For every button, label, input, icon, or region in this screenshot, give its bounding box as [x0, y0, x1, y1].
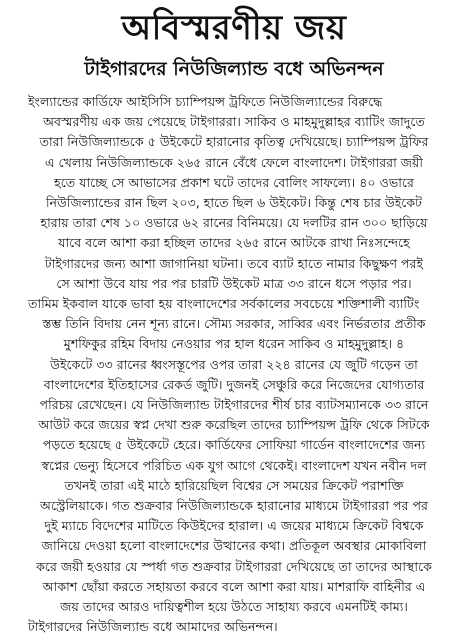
- subheadline: টাইগারদের নিউজিল্যান্ড বধে অভিনন্দন: [84, 58, 384, 80]
- headline: অবিস্মরণীয় জয়: [121, 8, 347, 48]
- body-line: করে জয়ী হওয়ার যে স্পর্ধা গত শুক্রবার টাইগাররা দেখিয়েছে তা তাদের আস্থাকে: [36, 558, 432, 574]
- body-line: আউট করে জয়ের স্বপ্ন দেখা শুরু করেছিল তাদের চ্যাম্পিয়ন্স ট্রফি থেকে সিটকে: [38, 417, 430, 433]
- body-line: পড়তে হয়েছে ৫ উইকেটে হেরে। কার্ডিফের সোফিয়া গার্ডেন বাংলাদেশের জন্য: [42, 437, 426, 453]
- body-line: তামিম ইকবাল যাকে ভাবা হয় বাংলাদেশের সর্বকালের সবচেয়ে শক্তিশালী ব্যাটিং: [28, 296, 420, 312]
- body-line: নিউজিল্যান্ডের রান ছিল ২০৩, হাতে ছিল ৬ উইকেট। কিন্তু শেষ চার উইকেট: [45, 195, 423, 211]
- body-line: সে আশা উবে যায় পর পর চারটি উইকেট মাত্র ৩৩ রানে ধসে পড়ার পর।: [56, 275, 412, 291]
- body-line: তারা নিউজিল্যান্ডকে ৫ উইকেটে হারানোর কৃতিত্ব দেখিয়েছে। চ্যাম্পিয়ন্স ট্রফির: [39, 134, 429, 150]
- body-line: হারায় তারা শেষ ১০ ওভারে ৬২ রানের বিনিময়ে। যে দলটির রান ৩০০ ছাড়িয়ে: [40, 215, 428, 231]
- body-line: হতে যাচ্ছে সে আভাসের প্রকাশ ঘটে তাদের বোলিং সাফল্যে। ৪০ ওভারে: [54, 174, 414, 190]
- body-line: উইকেটে ৩৩ রানের ধ্বংসস্তূপের ওপর তারা ২২৪ রানের যে জুটি গড়েন তা: [50, 356, 418, 372]
- body-line: টাইগারদের জন্য আশা জাগানিয়া ঘটনা। তবে ব্যাট হাতে নামার কিছুক্ষণ পরই: [44, 255, 424, 271]
- body-line: বাংলাদেশের ইতিহাসের রেকর্ড জুটি। দুজনই সেঞ্চুরি করে নিজেদের যোগ্যতার: [43, 376, 425, 392]
- body-line: দুই ম্যাচে বিদেশের মাটিতে কিউইদের হারাল। এ জয়ের মাধ্যমে ক্রিকেট বিশ্বকে: [44, 518, 424, 534]
- body-line: টাইগারদের নিউজিল্যান্ড বধে আমাদের অভিনন্দন।: [28, 619, 278, 635]
- article-body: [12, 92, 456, 637]
- body-line: এ খেলায় নিউজিল্যান্ডকে ২৬৫ রানে বেঁধে ফেলে বাংলাদেশ। টাইগাররা জয়ী: [44, 154, 424, 170]
- body-line: জয় তাদের আরও দায়িত্বশীল হয়ে উঠতে সাহায্য করবে এমনটিই কাম্য।: [60, 599, 408, 615]
- body-line: স্তম্ভ তিনি বিদায় নেন শূন্য রানে। সৌম্য সরকার, সাব্বির এবং নির্ভরতার প্রতীক: [42, 316, 426, 332]
- body-line: স্বপ্নের ভেন্যু হিসেবে পরিচিত এক যুগ আগে থেকেই। বাংলাদেশ যখন নবীন দল: [41, 457, 427, 473]
- body-line: পরিচয় রেখেছেন। যে নিউজিল্যান্ড টাইগারদের শীর্ষ চার ব্যাটসম্যানকে ৩৩ রানে: [39, 397, 429, 413]
- body-line: যাবে বলে আশা করা হচ্ছিল তাদের ২৬৫ রানে আটকে রাখা নিঃসন্দেহে: [58, 235, 410, 251]
- body-line: মুশফিকুর রহিম বিদায় নেওয়ার পর হাল ধরেন সাকিব ও মাহমুদুল্লাহ। ৪: [63, 336, 405, 352]
- body-line: তখনই তারা এই মাঠে হারিয়েছিল বিশ্বের সে সময়ের ক্রিকেট পরাশক্তি: [64, 477, 404, 493]
- body-line: অবস্মরণীয় এক জয় পেয়েছে টাইগাররা। সাকিব ও মাহমুদুল্লাহর ব্যাটিং জাদুতে: [43, 114, 425, 130]
- body-line: আকাশ ছোঁয়া করতে সহায়তা করবে বলে আশা করা যায়। মাশরাফি বাহিনীর এ: [42, 578, 426, 594]
- body-line: ইংল্যান্ডের কার্ডিফে আইসিসি চ্যাম্পিয়ন্স ট্রফিতে নিউজিল্যান্ডের বিরুদ্ধে: [28, 94, 383, 109]
- body-line: অস্ট্রেলিয়াকে। গত শুক্রবার নিউজিল্যান্ডকে হারানোর মাধ্যমে টাইগাররা পর পর: [40, 498, 428, 514]
- body-line: জানিয়ে দেওয়া হলো বাংলাদেশের উত্থানের কথা। প্রতিকূল অবস্থার মোকাবিলা: [41, 538, 427, 554]
